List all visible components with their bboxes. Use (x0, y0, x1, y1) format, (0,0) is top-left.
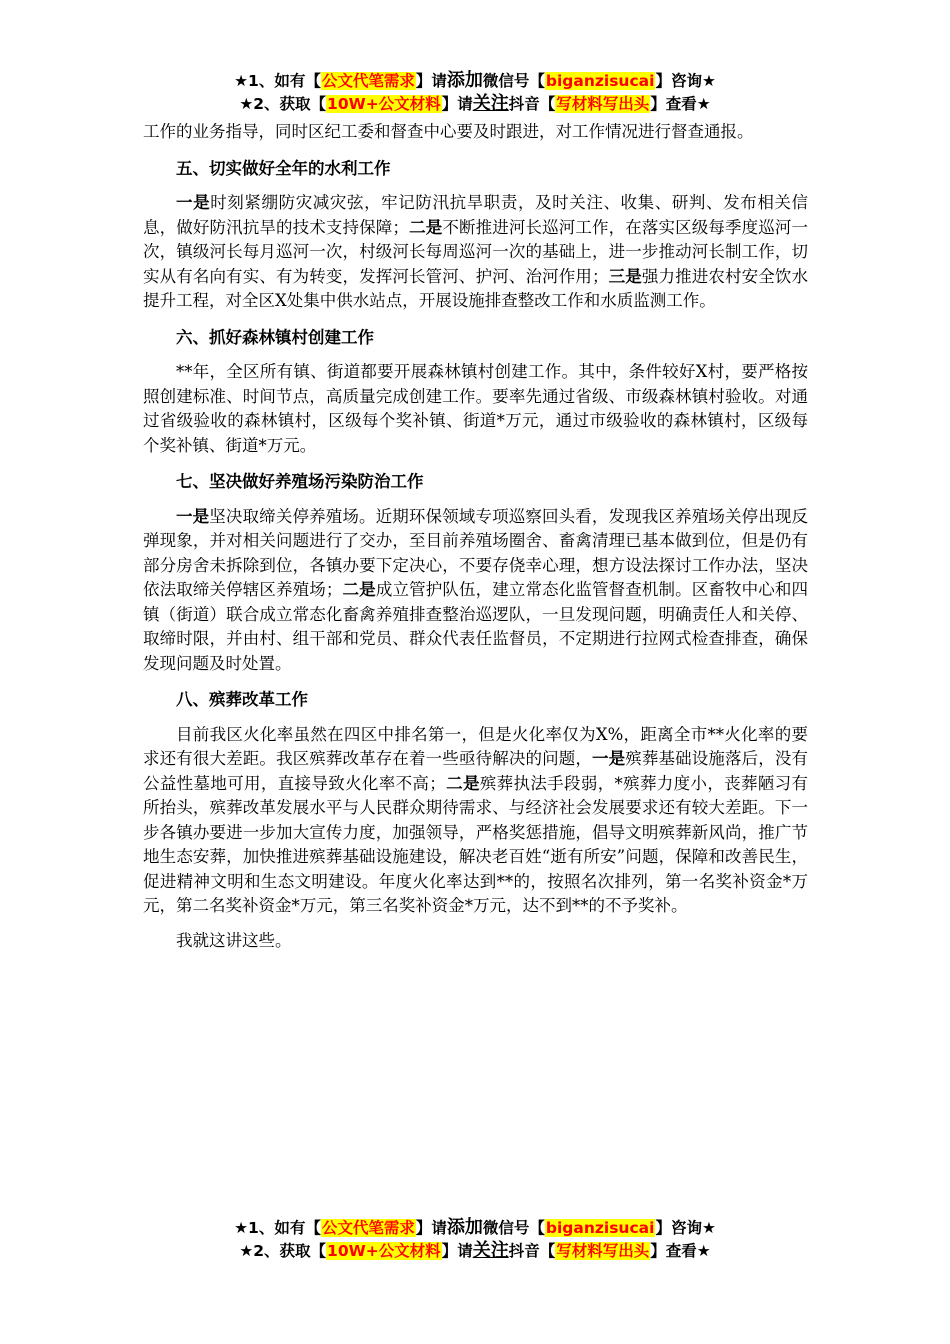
highlight-douyin: 写材料写出头 (556, 95, 650, 113)
paragraph-water: 一是时刻紧绷防灾减灾弦，牢记防汛抗旱职责，及时关注、收集、研判、发布相关信息，做好防汛抗旱的技术支持保障；二是不断推进河长巡河工作，在落实区级每季度巡河一次，镇级河长每月巡河一次，村级河长每周巡河一次的基础上，进一步推动河长制工作，切实从有名向有实、有为转变，发挥河长管河、护河、治河作用；三是强力推进农村安全饮水提升工程，对全区X处集中供水站点，开展设施排查整改工作和水质监测工作。 (143, 193, 809, 310)
paragraph-continued: 工作的业务指导，同时区纪工委和督查中心要及时跟进，对工作情况进行督查通报。 (143, 122, 754, 141)
highlight-service: 公文代笔需求 (321, 72, 415, 90)
paragraph-farm: 一是坚决取缔关停养殖场。近期环保领域专项巡察回头看，发现我区养殖场关停出现反弹现象，并对相关问题进行了交办，至目前养殖场圈舍、畜禽清理已基本做到位，但是仍有部分房舍未拆除到位，各镇办要下定决心，不要存侥幸心理，想方设法探讨工作办法，坚决依法取缔关停辖区养殖场；二是成立管护队伍，建立常态化监管督查机制。区畜牧中心和四镇（街道）联合成立常态化畜禽养殖排查整治巡逻队，一旦发现问题，明确责任人和关停、取缔时限，并由村、组干部和党员、群众代表任监督员，不定期进行拉网式检查排查，确保发现问题及时处置。 (143, 506, 809, 673)
section-heading-7: 七、坚决做好养殖场污染防治工作 (176, 472, 424, 491)
paragraph-funeral: 目前我区火化率虽然在四区中排名第一，但是火化率仅为X%，距离全市**火化率的要求还有很大差距。我区殡葬改革存在着一些亟待解决的问题，一是殡葬基础设施落后，没有公益性墓地可用，直接导致火化率不高；二是殡葬执法手段弱，*殡葬力度小，丧葬陋习有所抬头，殡葬改革发展水平与人民群众期待需求、与经济社会发展要求还有较大差距。下一步各镇办要进一步加大宣传力度，加强领导，严格奖惩措施，倡导文明殡葬新风尚，推广节地生态安葬，加快推进殡葬基础设施建设，解决老百姓“逝有所安”问题，保障和改善民生，促进精神文明和生态文明建设。年度火化率达到**的，按照名次排列，第一名奖补资金*万元，第二名奖补资金*万元，第三名奖补资金*万元，达不到**的不予奖补。 (143, 724, 809, 915)
banner-line-2: ★2、获取【10W+公文材料】请关注抖音【写材料写出头】查看★ (239, 93, 711, 114)
highlight-wechat-id: biganzisucai (545, 72, 655, 90)
footer-banner (0, 1216, 950, 1262)
highlight-materials: 10W+公文材料 (327, 95, 441, 113)
section-heading-6: 六、抓好森林镇村创建工作 (176, 327, 374, 347)
paragraph-forest: **年，全区所有镇、街道都要开展森林镇村创建工作。其中，条件较好X村，要严格按照创建标准、时间节点，高质量完成创建工作。要率先通过省级、市级森林镇村验收。对通过省级验收的森林镇村，区级每个奖补镇、街道*万元，通过市级验收的森林镇村，区级每个奖补镇、街道*万元。 (143, 362, 808, 455)
document-body (143, 120, 808, 953)
section-heading-8: 八、殡葬改革工作 (176, 690, 308, 709)
footer-line-2: ★2、获取【10W+公文材料】请关注抖音【写材料写出头】查看★ (239, 1240, 711, 1261)
banner-line-1: ★1、如有【公文代笔需求】请添加微信号【biganzisucai】咨询★ (234, 70, 716, 91)
header-banner (0, 69, 950, 115)
section-heading-5: 五、切实做好全年的水利工作 (176, 158, 391, 178)
paragraph-closing: 我就这讲这些。 (176, 930, 292, 950)
footer-line-1: ★1、如有【公文代笔需求】请添加微信号【biganzisucai】咨询★ (234, 1217, 716, 1238)
